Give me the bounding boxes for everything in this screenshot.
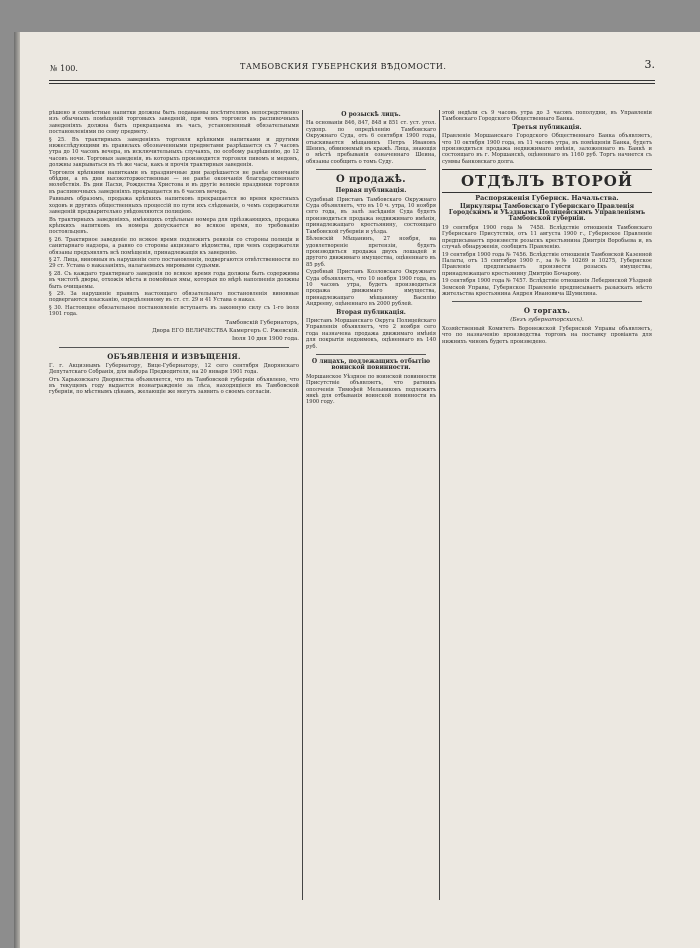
paragraph: Равнымъ образомъ, продажа крѣпкихъ напитковъ прекращается во время крестныхъ ходовъ и другихъ общественныхъ процессій по пути ихъ слѣдованія, о чемъ содержатели заведеній предварительно увѣдомляются полиціею. (49, 196, 299, 216)
paragraph: § 30. Настоящее обязательное постановленіе вступаетъ въ законную силу съ 1-го іюля 1901 года. (49, 304, 299, 318)
issue-number: № 100. (50, 64, 78, 73)
newspaper-title: ТАМБОВСКИЯ ГУБЕРНСКИЯ ВѢДОМОСТИ. (240, 62, 447, 71)
page-number: 3. (644, 58, 655, 71)
search-text: На основаніи 846, 847, 848 и 851 ст. уст. угол. судопр. по опредѣленію Тамбовскаго Окружнаго Суда, отъ 6 сентября 1900 года, отыскивается мѣщанинъ Петръ Ивановъ Шеинъ, обвиняемый въ кражѣ. Лица, знающія о мѣстѣ пребыванія означеннаго Шеина, обязаны сообщить о томъ Суду. (306, 120, 436, 165)
circular-item: 19 сентября 1900 года № 7458. Вслѣдствіе отношенія Тамбовскаго Губернскаго Присутствія, отъ 11 августа 1900 г., Губернское Правленіе предписываетъ произвести розыскъ крестьянина Дмитрія Воробьева и, въ случаѣ обнаруженія, сообщить Правленію. (442, 224, 652, 251)
notices-heading: ОБЪЯВЛЕНІЯ И ИЗВѢЩЕНІЯ. (107, 351, 241, 361)
trade-text: Хозяйственный Комитетъ Воронежской Губернской Управы объявляетъ, что по назначенію производства торговъ на поставку провіанта для нижнихъ чиновъ будетъ произведено. (442, 325, 652, 345)
column-divider-2 (439, 110, 440, 900)
persons-text: Моршанское Уѣздное по воинской повинности Присутствіе объявляетъ, что ратникъ ополченія Тимофей Мельниковъ подлежитъ явкѣ для отбыванія воинской повинности въ 1900 году. (306, 373, 436, 406)
column-divider-1 (302, 110, 303, 900)
signature-line: Двора ЕГО ВЕЛИЧЕСТВА Камергеръ С. Ржевскій. (152, 328, 299, 334)
search-heading: О розыскѣ лицъ. (341, 111, 401, 118)
governor-line: Тамбовскій Губернаторъ, (225, 319, 299, 326)
divider (316, 169, 426, 170)
divider (316, 354, 426, 355)
sale-heading: О продажѣ. (336, 174, 406, 186)
divider (59, 347, 289, 348)
circulars-heading: Циркуляры Тамбовскаго Губернскаго Правленія Городскимъ и Уѣзднымъ Полицейскимъ Управленіямъ Тамбовской губерніи. (448, 202, 646, 223)
third-publication-heading: Третья публикація. (512, 123, 582, 131)
paragraph: § 26. Трактирное заведеніе по всякое время подлежитъ ревизіи со стороны полиціи и санитарнаго надзора, а равно со стороны акцизнаго вѣдомства, при чемъ содержатели обязаны предъявлять всѣ помѣщенія, принадлежащія къ заведенію. (49, 236, 299, 256)
paragraph: Торговля крѣпкими напитками въ праздничные дни разрѣшается не ранѣе окончанія обѣдни, а въ дни высокоторжественные — не ранѣе окончанія благодарственнаго молебствія. Въ дни Пасхи, Рождества Христова и въ другіе великіе праздники торговля въ распивочныхъ заведеніяхъ прекращается въ 6 часовъ вечера. (49, 169, 299, 195)
paragraph: § 29. За нарушеніе правилъ настоящаго обязательнаго постановленія виновные подвергаются взысканію, опредѣленному въ ст. ст. 29 и 41 Устава о наказ. (49, 290, 299, 304)
second-publication-heading: Вторая публикація. (336, 308, 406, 316)
sale-notice: Судебный Приставъ Тамбовскаго Окружнаго Суда объявляетъ, что въ 10 ч. утра, 10 ноября сего года, въ залѣ засѣданія Суда будетъ производиться продажа недвижимаго имѣнія, принадлежащаго крестьянину, состоящаго Тамбовской губерніи и уѣзда. (306, 196, 436, 235)
notice: Г. г. Акцизнымъ Губернатору, Вице-Губернатору, 12 сего сентября Дворянскаго Депутатскаго Собранія, для выбора Предводителя, на 20 января 1901 года. (49, 362, 299, 376)
divider (452, 301, 642, 302)
newspaper-page (14, 32, 700, 948)
first-publication-heading: Первая публикація. (335, 187, 407, 195)
trade-heading: О торгахъ. (523, 306, 571, 316)
circular-item: 19 сентября 1900 года № 7456. Вслѣдствіе отношенія Тамбовской Казенной Палаты, отъ 15 сентября 1900 г., за №№ 10269 и 10275, Губернское Правленіе предписываетъ произвести розыскъ имущества, принадлежащаго крестьянину Дмитрію Бочарову. (442, 251, 652, 277)
paragraph: этой недѣли съ 9 часовъ утра до 3 часовъ пополудни, въ Управленіи Тамбовскаго Городского Общественнаго Банка. (442, 110, 652, 123)
page-header (44, 58, 655, 76)
column-left (49, 110, 299, 905)
paragraph: § 25. Въ трактирныхъ заведеніяхъ торговля крѣпкими напитками и другими нижеслѣдующими въ правилахъ обозначенными предметами разрѣшается съ 7 часовъ утра до 10 часовъ вечера, въ исключительныхъ случаяхъ, по особому разрѣшенію, до 12 часовъ ночи. Торговыя заведенія, въ которыхъ производится торговля пивомъ и медомъ, должны закрываться въ тѣ же часы, какъ и прочія трактирныя заведенія. (49, 136, 299, 169)
sale-notice: Приставъ Моршанскаго Округа Полицейскаго Управленія объявляетъ, что 2 ноября сего года назначена продажа движимаго имѣнія для покрытія недоимокъ, оцѣненнаго въ 140 руб. (306, 317, 436, 350)
notice: Отъ Харьковскаго Дворянства объявляется, что въ Тамбовской губерніи объявлено, что въ текущемъ году выдается вознагражденіе за лѣса, находящіеся въ Тамбовской губерніи, по мѣстнымъ цѣнамъ, желающіе же могутъ заявить о своемъ согласіи. (49, 376, 299, 396)
trade-subheading: (Безъ губернаторскихъ). (510, 317, 584, 324)
header-rule-top (49, 80, 655, 81)
column-middle (306, 110, 436, 905)
orders-heading: Распоряженія Губернск. Начальства. (475, 194, 619, 203)
paragraph: § 28. Съ каждаго трактирнаго заведенія по всякое время года должны быть содержимы въ чистотѣ дворы, отхожія мѣста и помойныя ямы, которыя по мѣрѣ наполненія должны быть очищаемы. (49, 270, 299, 290)
paragraph: рѣшено и совмѣстные напитки должны быть подаваемы посѣтителямъ непосредственно изъ обычныхъ помѣщеній торговыхъ заведеній, при чемъ торговля въ распивочныхъ заведеніяхъ должна быть прекращаема въ часъ, установленный обязательными постановленіями по сему предмету. (49, 110, 299, 136)
circular-item: 19 сентября 1900 года № 7457. Вслѣдствіе отношенія Лебедянской Уѣздной Земской Управы, Губернское Правленіе предписываетъ разыскать мѣсто жительства крестьянина Андрея Ивановича Шумилина. (442, 278, 652, 297)
column-right (442, 110, 652, 905)
section-two-heading: ОТДѢЛЪ ВТОРОЙ (442, 169, 652, 193)
sale-notice: Судебный Приставъ Козловскаго Окружнаго Суда объявляетъ, что 10 ноября 1900 года, въ 10 часовъ утра, будетъ производиться продажа движимаго имущества, принадлежащаго мѣщанину Василію Андрееву, оцѣненнаго въ 2000 рублей. (306, 269, 436, 308)
header-rule-bottom (49, 83, 655, 84)
sale-notice: Бѣлевскій Мѣщанинъ, 27 ноября, на удовлетвореніе претензіи, будетъ производиться продажа двухъ лошадей и другого движимаго имущества, оцѣненнаго въ 85 руб. (306, 236, 436, 268)
persons-heading: О лицахъ, подлежащихъ отбытію воинской повинности. (311, 358, 431, 372)
paragraph: Въ трактирныхъ заведеніяхъ, имѣющихъ отдѣльные номера для пріѣзжающихъ, продажа крѣпкихъ напитковъ въ номера допускается во всякое время, по требованію постояльцевъ. (49, 216, 299, 236)
paragraph: § 27. Лица, виновныя въ нарушеніи сего постановленія, подвергаются отвѣтственности по 29 ст. Устава о наказаніяхъ, налагаемыхъ мировыми судьями. (49, 256, 299, 270)
paragraph: Правленіе Моршанскаго Городского Общественнаго Банка объявляетъ, что 10 октября 1900 года, въ 11 часовъ утра, въ помѣщеніи Банка, будетъ производиться продажа недвижимаго имѣнія, заложеннаго въ Банкѣ и состоящаго въ г. Моршанскѣ, оцѣненнаго въ 1160 руб. Торгъ начнется съ суммы банковскаго долга. (442, 133, 652, 165)
date-line: Іюля 10 дня 1900 года. (231, 336, 299, 343)
